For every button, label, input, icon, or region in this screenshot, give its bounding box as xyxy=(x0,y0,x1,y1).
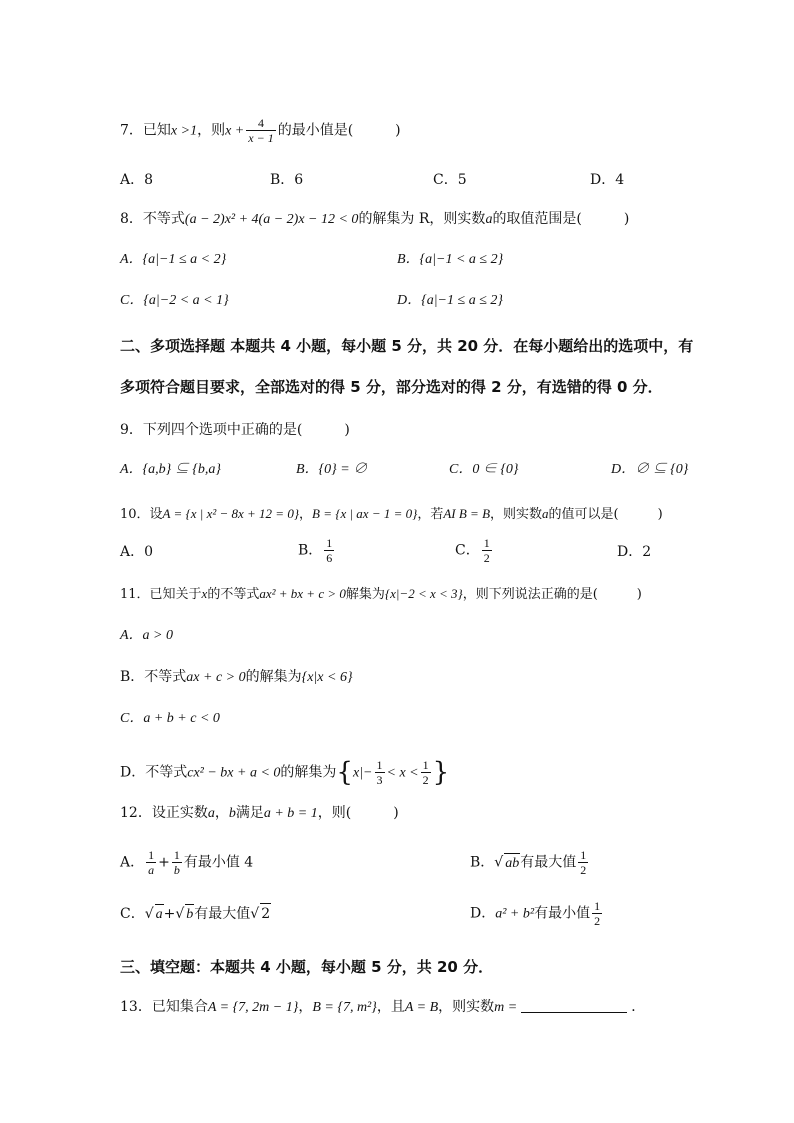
q11-d-mid: 的解集为 xyxy=(280,764,337,781)
q10-c-num: 1 xyxy=(483,536,490,550)
q11-d-lt: < x < xyxy=(386,765,419,781)
q12-condition: a + b = 1 xyxy=(263,806,318,821)
q10-suffix2: 的值可以是( ) xyxy=(548,507,663,522)
q7-mid: ，则 xyxy=(197,122,226,139)
q12-a-frac-2 xyxy=(172,848,182,877)
q11-d-right-brace: } xyxy=(432,757,450,788)
q10-option-c-label: C． xyxy=(455,542,480,559)
q12-d-d: 2 xyxy=(594,914,601,928)
q10-condition: AI B = B xyxy=(443,506,491,521)
q10-b-num: 1 xyxy=(326,536,333,550)
q12-c-rad-3: 2 xyxy=(260,903,271,924)
q12-mid: 满足 xyxy=(235,805,264,821)
q10-set-a: A = {x | x² − 8x + 12 = 0} xyxy=(162,506,300,521)
q11-b-ineq: ax + c > 0 xyxy=(186,670,246,685)
q12-c-sqrt-sign-1: √ xyxy=(144,906,154,922)
q12-a-n2: 1 xyxy=(173,848,180,862)
q7-prefix: 7．已知 xyxy=(120,122,171,139)
q11-d-minus: − xyxy=(363,765,373,781)
q12-b-n: 1 xyxy=(580,848,587,862)
q12-c-sqrt-sign-2: √ xyxy=(175,906,185,922)
q10-sep: ， xyxy=(299,507,313,522)
q10-option-b-fraction xyxy=(324,536,334,565)
q8-var: a xyxy=(485,212,493,227)
q12-c-plus: + xyxy=(163,906,176,922)
q8-option-a[interactable]: A．{a|−1 ≤ a < 2} xyxy=(120,252,227,267)
q12-a-frac-1 xyxy=(146,848,156,877)
q11-d-bar: | xyxy=(359,765,364,781)
q13-end: ． xyxy=(631,999,646,1015)
q13-suffix: ，则实数 xyxy=(438,999,495,1015)
q8-inequality: (a − 2)x² + 4(a − 2)x − 12 < 0 xyxy=(184,212,359,227)
q12-d-frac xyxy=(592,899,602,928)
q11-d-left-brace: { xyxy=(336,757,353,788)
q7-fraction xyxy=(246,116,275,145)
q10-var: a xyxy=(542,506,549,521)
section-2-line-2: 多项符合题目要求，全部选对的得 5 分，部分选对的得 2 分，有选错的得 0 分． xyxy=(120,378,663,396)
q11-inequality: ax² + bx + c > 0 xyxy=(259,586,346,601)
q10-set-b: B = {x | ax − 1 = 0} xyxy=(312,506,418,521)
q12-option-a[interactable] xyxy=(120,848,253,877)
q12-a-d2: b xyxy=(173,863,180,877)
q11-option-d[interactable] xyxy=(120,758,449,787)
q11-b-sol: {x|x < 6} xyxy=(301,670,353,685)
q12-option-c[interactable] xyxy=(120,903,271,925)
q10-option-c[interactable] xyxy=(455,536,494,565)
q13-mid: ，且 xyxy=(376,999,405,1015)
q11-solution: {x|−2 < x < 3} xyxy=(384,586,463,601)
q11-d-x: x xyxy=(352,765,360,781)
q11-d-d1: 3 xyxy=(376,773,383,787)
q13-var: m = xyxy=(494,1000,518,1015)
q11-b-pre: B．不等式 xyxy=(120,669,187,685)
q12-option-d[interactable] xyxy=(470,899,604,928)
q13-set-a: A = {7, 2m − 1} xyxy=(207,1000,299,1015)
q7-option-a[interactable]: A．8 xyxy=(120,172,154,188)
q11-d-n1: 1 xyxy=(376,758,383,772)
q13-set-b: B = {7, m²} xyxy=(312,1000,377,1015)
q9-option-b[interactable]: B．{0} = ∅ xyxy=(296,462,368,477)
q12-c-rad-2: b xyxy=(185,904,194,925)
q13-answer-blank[interactable] xyxy=(521,1012,627,1013)
question-13 xyxy=(120,997,645,1018)
q12-b-radicand: ab xyxy=(504,853,520,874)
q12-c-rad-1: a xyxy=(155,904,164,925)
q12-a-suffix: 有最小值 4 xyxy=(183,854,254,871)
q11-d-frac-1 xyxy=(375,758,385,787)
q11-b-mid: 的解集为 xyxy=(245,669,302,685)
q7-frac-den: x − 1 xyxy=(248,131,274,145)
q11-prefix: 11．已知关于 xyxy=(120,587,202,602)
q12-a: a xyxy=(207,806,215,821)
q12-option-b[interactable] xyxy=(470,848,590,877)
q8-option-b[interactable]: B．{a|−1 < a ≤ 2} xyxy=(397,252,504,267)
q11-mid: 的不等式 xyxy=(207,587,260,602)
q10-prefix: 10．设 xyxy=(120,507,163,522)
q12-b-label: B． xyxy=(470,854,495,871)
q8-suffix2: 的取值范围是( ) xyxy=(492,211,630,227)
q12-d-n: 1 xyxy=(594,899,601,913)
q12-b: b xyxy=(228,806,236,821)
q7-frac-num: 4 xyxy=(246,116,275,131)
q7-option-d[interactable]: D．4 xyxy=(590,172,625,188)
q12-a-label: A． xyxy=(120,854,145,871)
q13-condition: A = B xyxy=(404,1000,439,1015)
q11-d-ineq: cx² − bx + a < 0 xyxy=(187,765,281,781)
q11-d-frac-2 xyxy=(421,758,431,787)
q10-b-den: 6 xyxy=(326,551,333,565)
question-9: 9．下列四个选项中正确的是( ) xyxy=(120,422,350,438)
q10-cond-prefix: ，若 xyxy=(417,507,444,522)
q12-b-frac xyxy=(578,848,588,877)
q7-option-b[interactable]: B．6 xyxy=(270,172,304,188)
q11-suffix: ，则下列说法正确的是( ) xyxy=(462,587,642,602)
q11-d-d2: 2 xyxy=(422,773,429,787)
q11-option-a[interactable]: A．a > 0 xyxy=(120,628,173,643)
q10-option-d[interactable]: D．2 xyxy=(617,544,652,560)
q7-option-c[interactable]: C．5 xyxy=(433,172,467,188)
q9-option-a[interactable]: A．{a,b} ⊆ {b,a} xyxy=(120,462,221,477)
q12-b-suffix: 有最大值 xyxy=(520,854,577,871)
q10-option-a[interactable]: A．0 xyxy=(120,544,154,560)
q7-condition: x >1 xyxy=(170,123,198,139)
q12-d-label: D． xyxy=(470,905,496,922)
q9-option-c[interactable]: C．0 ∈ {0} xyxy=(449,462,519,477)
q12-c-label: C． xyxy=(120,906,145,922)
q8-option-d[interactable]: D．{a|−1 ≤ a ≤ 2} xyxy=(397,293,503,308)
section-2-line-1: 二、多项选择题 本题共 4 小题，每小题 5 分，共 20 分．在每小题给出的选项中，有 xyxy=(120,337,694,355)
q7-expr: x + xyxy=(225,123,245,139)
q10-option-b[interactable] xyxy=(298,536,336,565)
question-12 xyxy=(120,803,399,824)
q12-prefix: 12．设正实数 xyxy=(120,805,208,821)
question-8 xyxy=(120,209,629,230)
q12-b-d: 2 xyxy=(580,863,587,877)
q12-b-sqrt-sign: √ xyxy=(494,854,504,871)
question-7 xyxy=(120,116,401,145)
q11-option-b[interactable] xyxy=(120,667,353,688)
q11-option-c[interactable]: C．a + b + c < 0 xyxy=(120,711,220,726)
q12-c-suffix: 有最大值 xyxy=(194,906,251,922)
q10-suffix1: ，则实数 xyxy=(490,507,543,522)
q8-option-c[interactable]: C．{a|−2 < a < 1} xyxy=(120,293,229,308)
q12-d-expr: a² + b² xyxy=(495,906,535,922)
question-10 xyxy=(120,504,663,525)
q12-a-d1: a xyxy=(148,863,155,877)
q13-sep: ， xyxy=(298,999,313,1015)
q12-a-plus: + xyxy=(158,854,170,871)
q10-c-den: 2 xyxy=(483,551,490,565)
q8-suffix1: 的解集为 R，则实数 xyxy=(358,211,486,227)
q12-c-sqrt-sign-3: √ xyxy=(250,906,260,922)
q13-prefix: 13．已知集合 xyxy=(120,999,208,1015)
question-11 xyxy=(120,584,642,605)
q11-d-n2: 1 xyxy=(422,758,429,772)
q11-mid2: 解集为 xyxy=(345,587,385,602)
q12-d-suffix: 有最小值 xyxy=(534,905,591,922)
q12-a-n1: 1 xyxy=(148,848,155,862)
q7-suffix: 的最小值是( ) xyxy=(277,122,401,139)
section-3-header: 三、填空题：本题共 4 小题，每小题 5 分，共 20 分． xyxy=(120,958,494,976)
q11-d-pre: D．不等式 xyxy=(120,764,188,781)
q10-option-c-fraction xyxy=(482,536,492,565)
q9-option-d[interactable]: D．∅ ⊆ {0} xyxy=(611,462,689,477)
q10-option-b-label: B． xyxy=(298,542,323,559)
q11-var: x xyxy=(201,586,208,601)
q12-suffix: ，则( ) xyxy=(317,805,399,821)
q12-comma: ， xyxy=(214,805,229,821)
q8-prefix: 8．不等式 xyxy=(120,211,185,227)
